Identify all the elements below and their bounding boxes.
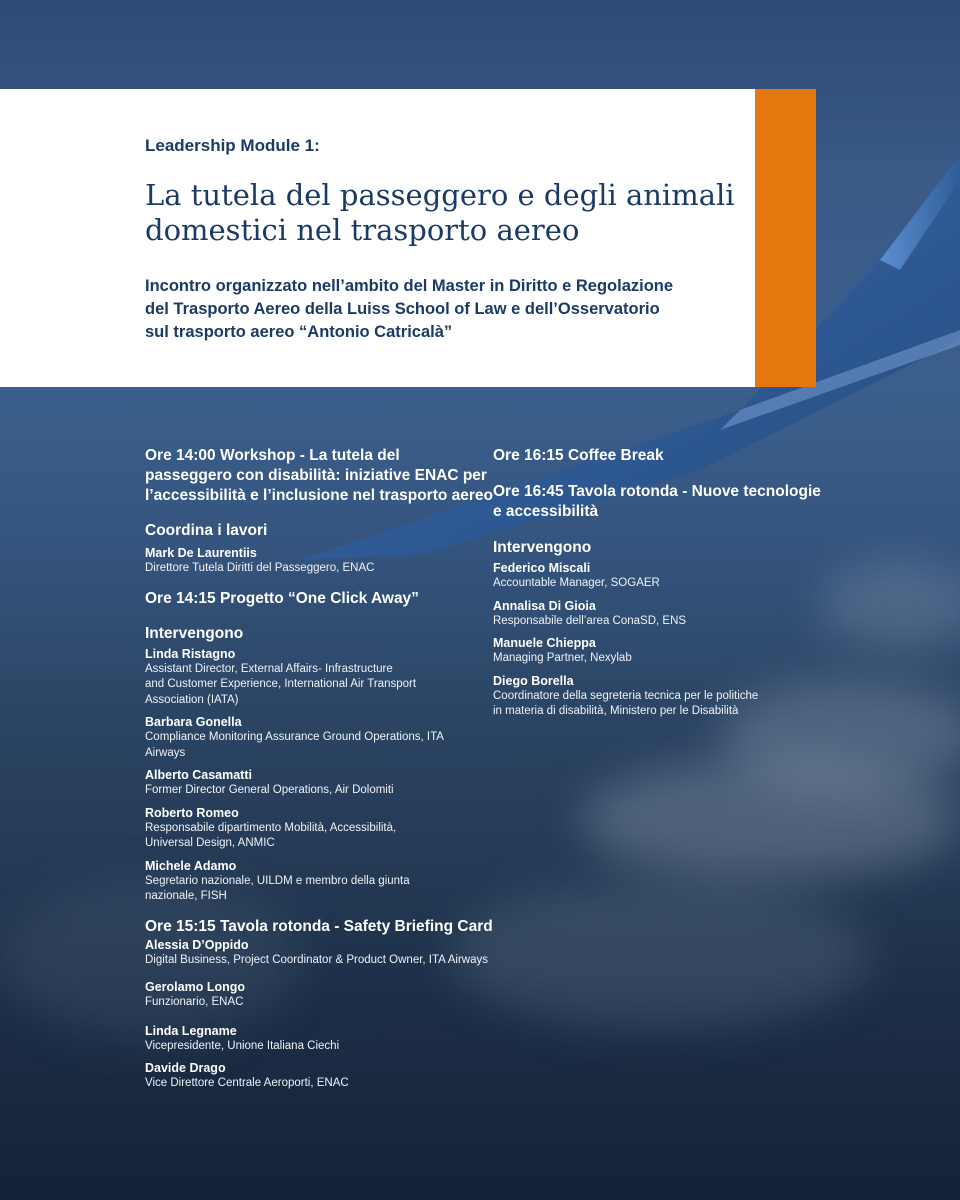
speaker-name: Michele Adamo <box>145 858 237 873</box>
module-label: Leadership Module 1: <box>145 136 320 155</box>
speaker-role-line: Responsabile dipartimento Mobilità, Accessibilità, <box>145 821 397 834</box>
speaker-role: Accountable Manager, SOGAER <box>493 577 660 589</box>
speaker-role-line: Segretario nazionale, UILDM e membro della giunta <box>145 874 410 887</box>
speaker-role-line: Association (IATA) <box>145 693 239 706</box>
event-title-line: domestici nel trasporto aereo <box>145 213 580 247</box>
workshop-session-title <box>145 446 525 506</box>
session-title-line: Ore 14:00 Workshop - La tutela del <box>145 447 400 464</box>
accent-bar <box>755 89 816 387</box>
session-title-line: passeggero con disabilità: iniziative ENAC per <box>145 467 487 484</box>
speaker-name: Linda Ristagno <box>145 646 236 661</box>
speaker-name: Alberto Casamatti <box>145 768 252 782</box>
speaker-role-line: Universal Design, ANMIC <box>145 837 275 849</box>
event-subtitle-line: sul trasporto aereo “Antonio Catricalà” <box>145 323 453 341</box>
event-subtitle <box>145 275 725 344</box>
speaker-role <box>145 874 525 905</box>
speaker-role <box>145 662 525 709</box>
program-left-column <box>145 446 525 1092</box>
program-right-column <box>493 446 823 720</box>
speaker-name: Linda Legname <box>145 1023 237 1038</box>
coordinator-heading: Coordina i lavori <box>145 522 268 539</box>
speaker-name: Davide Drago <box>145 1061 226 1075</box>
speaker-name: Alessia D’Oppido <box>145 937 249 952</box>
speaker-role: Managing Partner, Nexylab <box>493 652 632 664</box>
speaker-name: Mark De Laurentiis <box>145 546 257 560</box>
project-session-title: Ore 14:15 Progetto “One Click Away” <box>145 589 419 607</box>
speakers-heading: Intervengono <box>493 539 592 556</box>
speaker-role: Funzionario, ENAC <box>145 996 244 1008</box>
speaker-name: Annalisa Di Gioia <box>493 598 596 613</box>
speaker-name: Barbara Gonella <box>145 715 242 729</box>
event-subtitle-line: Incontro organizzato nell’ambito del Master in Diritto e Regolazione <box>145 277 674 295</box>
session-title-line: Ore 16:45 Tavola rotonda - Nuove tecnologie <box>493 483 821 500</box>
event-subtitle-line: del Trasporto Aereo della Luiss School of Law e dell’Osservatorio <box>145 300 660 318</box>
session-title-line: e accessibilità <box>493 503 599 520</box>
speaker-name: Manuele Chieppa <box>493 636 596 650</box>
speaker-name: Roberto Romeo <box>145 805 239 820</box>
speaker-role-line: Airways <box>145 746 186 759</box>
speaker-name: Gerolamo Longo <box>145 980 245 994</box>
session-title-line: l’accessibilità e l’inclusione nel trasporto aereo <box>145 487 494 504</box>
speaker-role <box>145 821 525 852</box>
speakers-heading: Intervengono <box>145 624 244 642</box>
speaker-role: Former Director General Operations, Air Dolomiti <box>145 784 394 796</box>
tech-roundtable-title <box>493 482 823 522</box>
speaker-role-line: nazionale, FISH <box>145 890 227 902</box>
speaker-role: Responsabile dell’area ConaSD, ENS <box>493 614 687 627</box>
speaker-role-line: and Customer Experience, International Air Transport <box>145 678 417 690</box>
speaker-role-line: Assistant Director, External Affairs- Infrastructure <box>145 662 393 675</box>
speaker-role <box>493 689 823 720</box>
speaker-role <box>145 730 525 761</box>
speaker-role: Digital Business, Project Coordinator & Product Owner, ITA Airways <box>145 953 489 966</box>
roundtable-session-title: Ore 15:15 Tavola rotonda - Safety Briefing Card <box>145 917 493 935</box>
speaker-name: Federico Miscali <box>493 561 591 575</box>
speaker-role: Vice Direttore Centrale Aeroporti, ENAC <box>145 1077 349 1089</box>
speaker-role-line: Coordinatore della segreteria tecnica per le politiche <box>493 689 759 702</box>
speaker-role-line: in materia di disabilità, Ministero per le Disabilità <box>493 705 739 717</box>
speaker-role: Vicepresidente, Unione Italiana Ciechi <box>145 1039 340 1052</box>
coffee-break-title: Ore 16:15 Coffee Break <box>493 447 664 464</box>
event-title-line: La tutela del passeggero e degli animali <box>145 178 735 212</box>
speaker-role-line: Compliance Monitoring Assurance Ground Operations, ITA <box>145 731 444 743</box>
speaker-name: Diego Borella <box>493 673 574 688</box>
speaker-role: Direttore Tutela Diritti del Passeggero, ENAC <box>145 562 375 574</box>
event-title <box>145 178 735 248</box>
